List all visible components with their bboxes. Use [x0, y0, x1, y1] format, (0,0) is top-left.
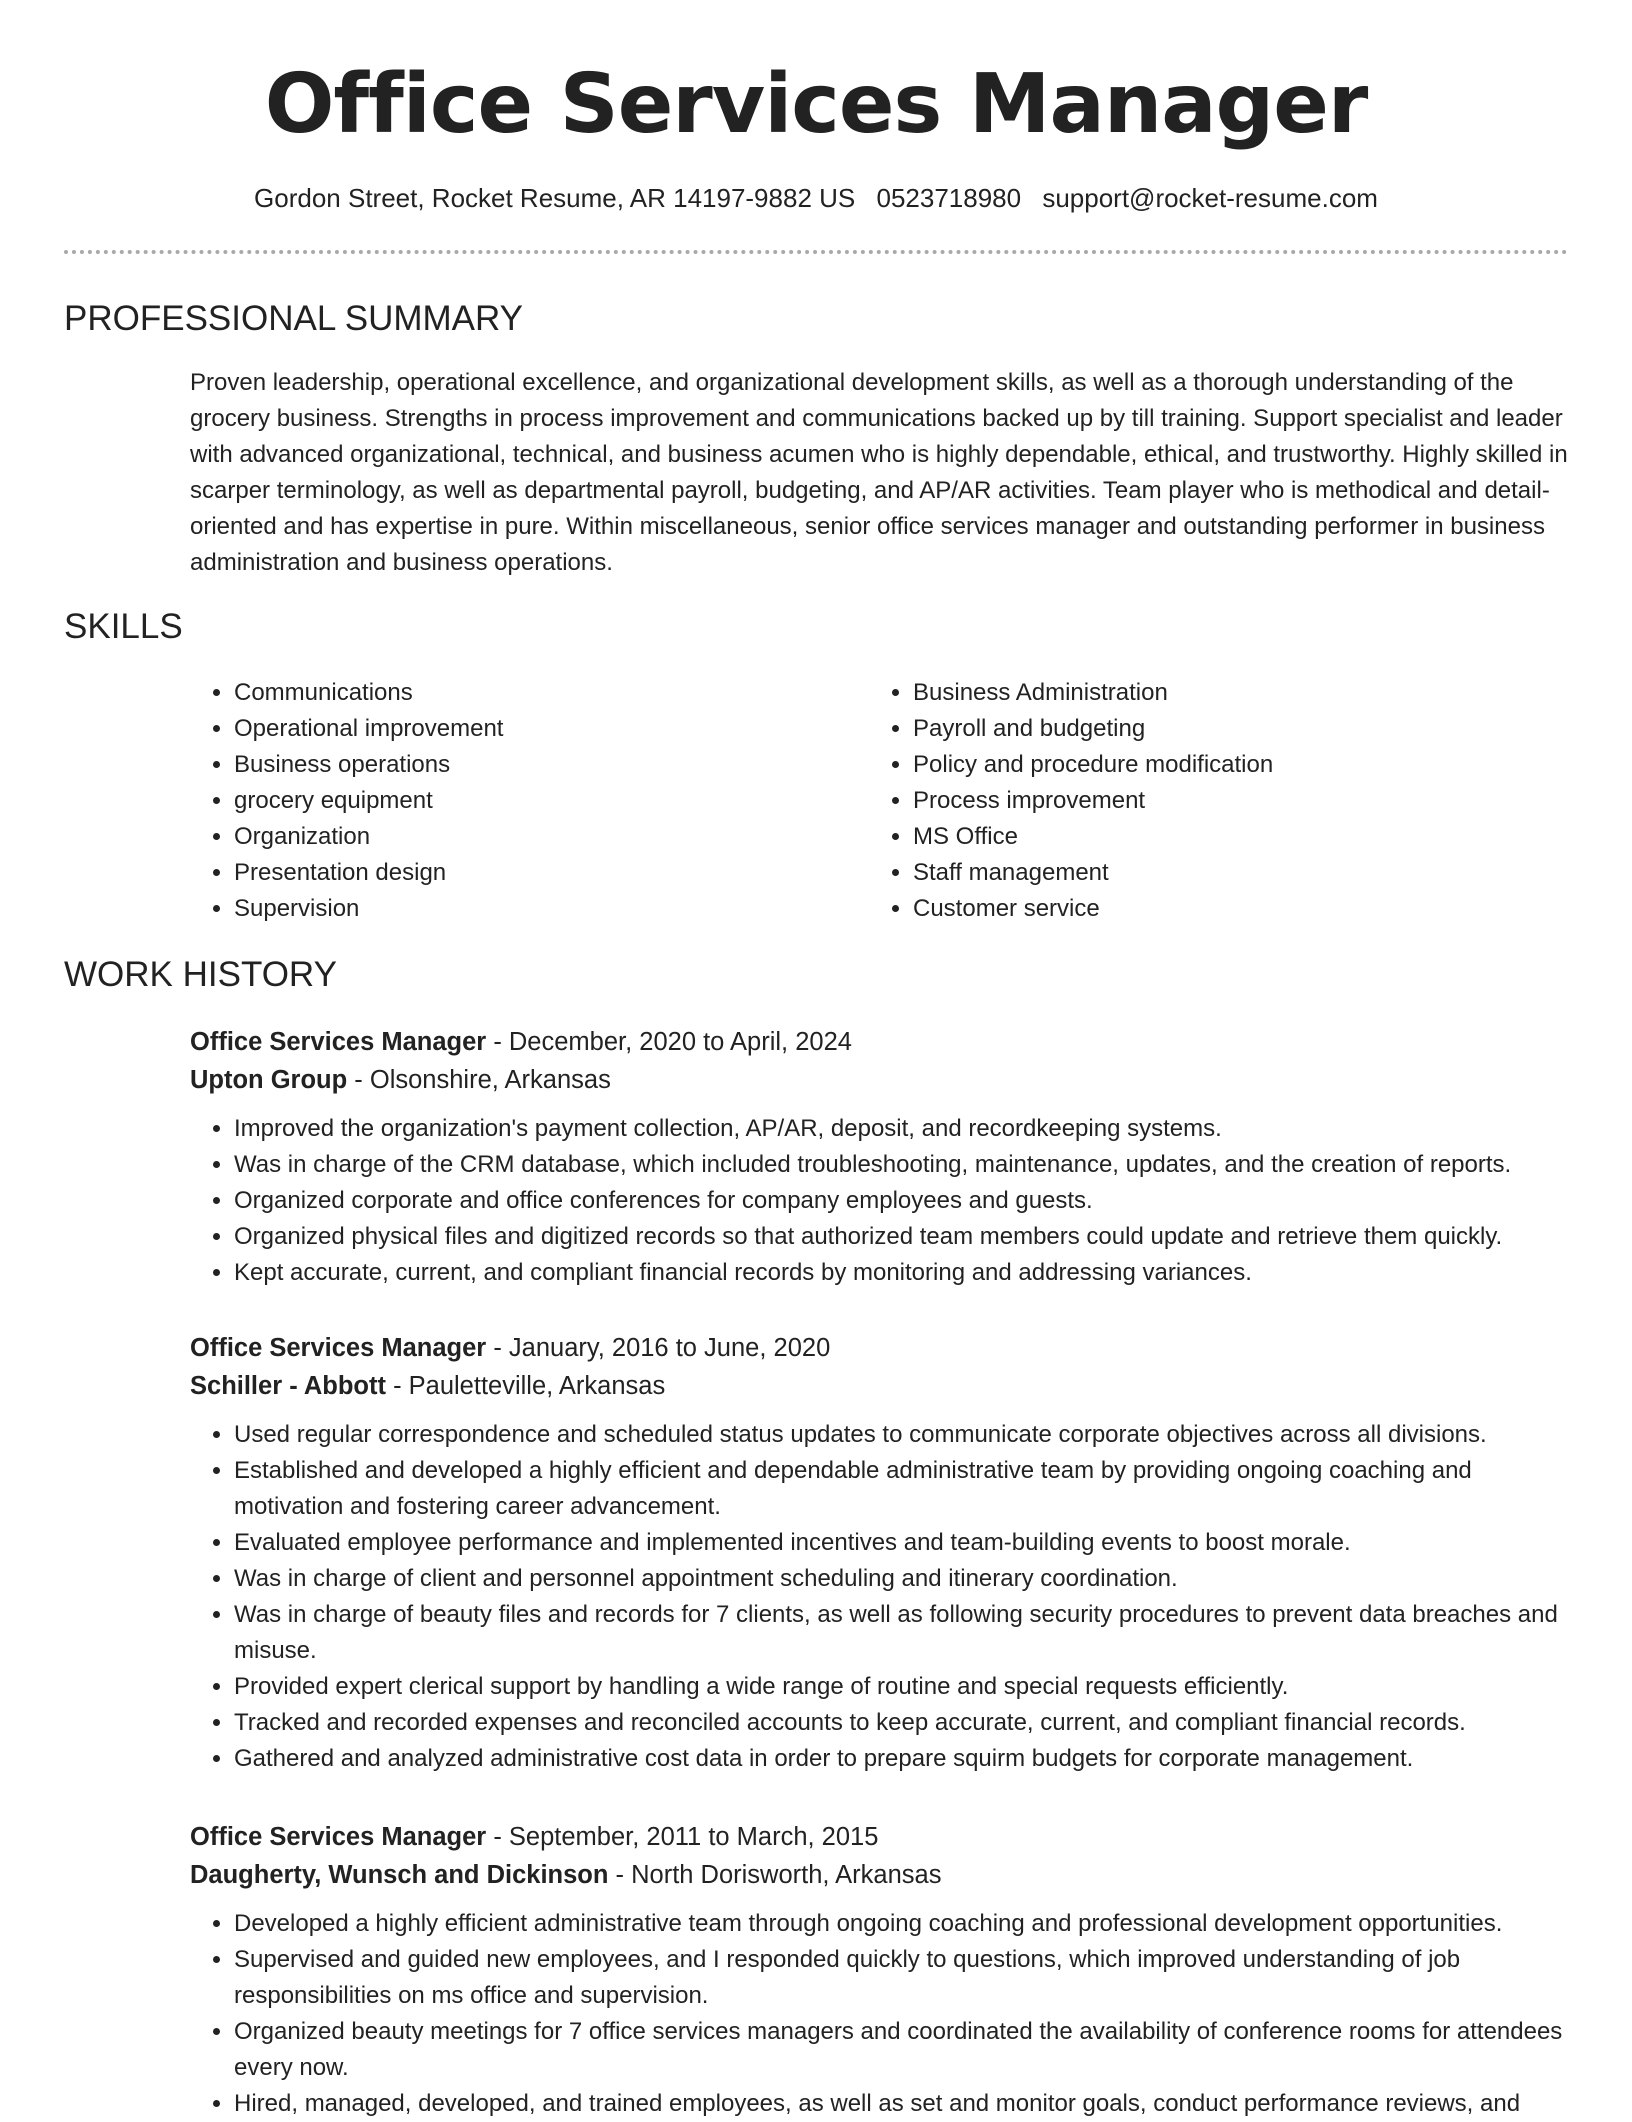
skill-item: • Presentation design	[234, 855, 503, 891]
skill-item: • Staff management	[913, 855, 1273, 891]
job-company-line	[190, 1367, 1570, 1405]
job-bullet: • Was in charge of client and personnel appointment scheduling and itinerary coordination.	[234, 1561, 1570, 1597]
job-bullet: • Provided expert clerical support by handling a wide range of routine and special requests efficiently.	[234, 1669, 1570, 1705]
skill-item: • Organization	[234, 819, 503, 855]
job-bullet: • Was in charge of beauty files and records for 7 clients, as well as following security procedures to prevent data breaches and misuse.	[234, 1597, 1570, 1669]
job-company: Daugherty, Wunsch and Dickinson	[190, 1861, 609, 1889]
contact-phone: 0523718980	[876, 183, 1022, 213]
job-title-line	[190, 1818, 1570, 1856]
summary-heading: PROFESSIONAL SUMMARY	[64, 299, 523, 338]
job-bullet: • Established and developed a highly efficient and dependable administrative team by providing ongoing coaching and motivation and fostering career advancement.	[234, 1453, 1570, 1525]
job-dates: - January, 2016 to June, 2020	[486, 1334, 831, 1362]
contact-line	[0, 180, 1632, 216]
job-bullet: • Improved the organization's payment collection, AP/AR, deposit, and recordkeeping systems.	[234, 1111, 1570, 1147]
job-bullet: • Developed a highly efficient administrative team through ongoing coaching and professional development opportunities.	[234, 1906, 1570, 1942]
skill-item: • Business operations	[234, 747, 503, 783]
job-title: Office Services Manager	[190, 1028, 487, 1056]
job-bullet: • Supervised and guided new employees, and I responded quickly to questions, which improved understanding of job responsibilities on ms office and supervision.	[234, 1942, 1570, 2014]
job-title: Office Services Manager	[190, 1823, 487, 1851]
skill-item: • Customer service	[913, 891, 1273, 927]
job-bullets	[190, 1111, 1570, 1291]
contact-address: Gordon Street, Rocket Resume, AR 14197-9882 US	[254, 183, 856, 213]
job-company: Upton Group	[190, 1066, 348, 1094]
job-title-line	[190, 1023, 1570, 1061]
job-bullet: • Organized physical files and digitized records so that authorized team members could update and retrieve them quickly.	[234, 1219, 1570, 1255]
job-bullet: • Organized beauty meetings for 7 office services managers and coordinated the availability of conference rooms for attendees every now.	[234, 2014, 1570, 2086]
job-location: - North Dorisworth, Arkansas	[608, 1861, 942, 1889]
job-bullet: • Hired, managed, developed, and trained employees, as well as set and monitor goals, conduct performance reviews, and	[234, 2086, 1570, 2122]
job-bullet: • Used regular correspondence and scheduled status updates to communicate corporate objectives across all divisions.	[234, 1417, 1570, 1453]
job-company-line	[190, 1856, 1570, 1894]
job-location: - Olsonshire, Arkansas	[347, 1066, 611, 1094]
skill-item: • Process improvement	[913, 783, 1273, 819]
job-bullet: • Was in charge of the CRM database, which included troubleshooting, maintenance, updates, and the creation of reports.	[234, 1147, 1570, 1183]
job-dates: - September, 2011 to March, 2015	[486, 1823, 879, 1851]
job-bullet: • Tracked and recorded expenses and reconciled accounts to keep accurate, current, and compliant financial records.	[234, 1705, 1570, 1741]
contact-email[interactable]: support@rocket-resume.com	[1042, 183, 1378, 213]
job-location: - Pauletteville, Arkansas	[385, 1372, 666, 1400]
resume-title: Office Services Manager	[264, 57, 1368, 152]
job-bullet: • Organized corporate and office conferences for company employees and guests.	[234, 1183, 1570, 1219]
job-bullet: • Kept accurate, current, and compliant financial records by monitoring and addressing variances.	[234, 1255, 1570, 1291]
skill-item: • MS Office	[913, 819, 1273, 855]
job-entry	[190, 1023, 1570, 1291]
job-bullets	[190, 1417, 1570, 1777]
skills-list-right	[869, 675, 1273, 927]
job-company-line	[190, 1061, 1570, 1099]
job-company: Schiller - Abbott	[190, 1372, 386, 1400]
job-title-line	[190, 1329, 1570, 1367]
skill-item: • Business Administration	[913, 675, 1273, 711]
skill-item: • grocery equipment	[234, 783, 503, 819]
skills-list-left	[190, 675, 503, 927]
job-dates: - December, 2020 to April, 2024	[486, 1028, 852, 1056]
job-bullet: • Gathered and analyzed administrative cost data in order to prepare squirm budgets for corporate management.	[234, 1741, 1570, 1777]
skills-heading: SKILLS	[64, 607, 183, 646]
skill-item: • Policy and procedure modification	[913, 747, 1273, 783]
job-entry	[190, 1818, 1570, 2122]
skill-item: • Communications	[234, 675, 503, 711]
header-divider	[64, 250, 1568, 254]
skill-item: • Payroll and budgeting	[913, 711, 1273, 747]
summary-text: Proven leadership, operational excellence, and organizational development skills, as well as a thorough understanding of the grocery business. Strengths in process improvement and communications backed up by till training. Support specialist and leader with advanced organizational, technical, and business acumen who is highly dependable, ethical, and trustworthy. Highly skilled in scarper terminology, as well as departmental payroll, budgeting, and AP/AR activities. Team player who is methodical and detail-oriented and has expertise in pure. Within miscellaneous, senior office services manager and outstanding performer in business administration and business operations.	[190, 369, 1568, 576]
skill-item: • Operational improvement	[234, 711, 503, 747]
job-entry	[190, 1329, 1570, 1777]
skill-item: • Supervision	[234, 891, 503, 927]
job-bullet: • Evaluated employee performance and implemented incentives and team-building events to boost morale.	[234, 1525, 1570, 1561]
job-bullets	[190, 1906, 1570, 2122]
job-title: Office Services Manager	[190, 1334, 487, 1362]
work-history-heading: WORK HISTORY	[64, 955, 337, 994]
